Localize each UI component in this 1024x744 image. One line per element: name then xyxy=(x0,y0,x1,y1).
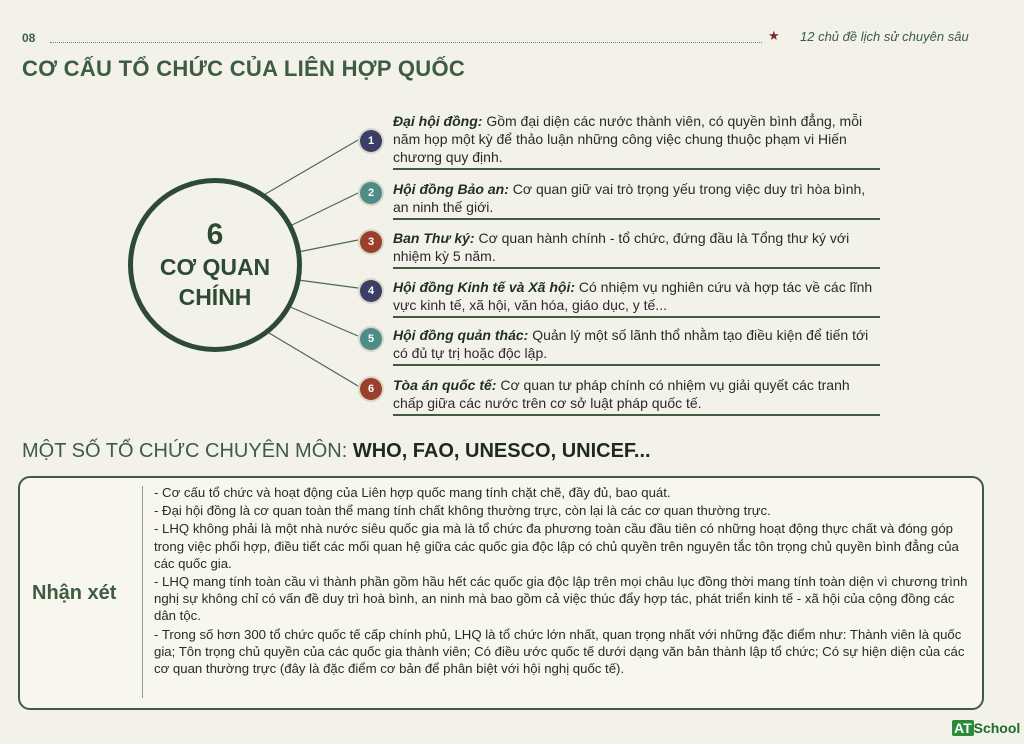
organ-number-badge: 2 xyxy=(360,182,382,204)
organ-number-badge: 1 xyxy=(360,130,382,152)
organ-underline xyxy=(393,364,880,366)
circle-number: 6 xyxy=(206,218,224,251)
organ-name: Hội đồng Bảo an: xyxy=(393,181,509,197)
connector-line-2 xyxy=(290,193,358,226)
organ-name: Hội đồng Kinh tế và Xã hội: xyxy=(393,279,575,295)
comment-item: - LHQ không phải là một nhà nước siêu quốc gia mà là tổ chức đa phương toàn cầu đầu tiên có những hoạt động thực chất và đóng góp trong việc phối hợp, điều tiết các mối quan hệ giữa các quốc gia độc lập có chủ quyền trên nguyên tắc tôn trọng chủ quyền bình đẳng của các quốc gia. xyxy=(154,521,959,571)
organ-desc: Quản lý một số lãnh thổ nhằm tạo điều kiện để tiến tới có đủ tự trị hoặc độc lập. xyxy=(393,327,869,361)
organ-desc: Có nhiệm vụ nghiên cứu và hợp tác về các lĩnh vực kinh tế, xã hội, văn hóa, giáo dục, y tế... xyxy=(393,279,873,313)
organ-number-badge: 3 xyxy=(360,231,382,253)
specialized-organizations xyxy=(22,440,651,463)
series-title: 12 chủ đề lịch sử chuyên sâu xyxy=(800,29,969,44)
organ-item-trusteeship-council xyxy=(360,324,880,368)
organ-underline xyxy=(393,218,880,220)
organ-name: Tòa án quốc tế: xyxy=(393,377,497,393)
organ-text xyxy=(393,376,880,412)
atschool-logo xyxy=(952,720,1020,736)
organ-desc: Cơ quan tư pháp chính có nhiệm vụ giải quyết các tranh chấp giữa các nước trên cơ sở luật pháp quốc tế. xyxy=(393,377,850,411)
organ-desc: Cơ quan hành chính - tổ chức, đứng đầu là Tổng thư ký với nhiệm kỳ 5 năm. xyxy=(393,230,850,264)
organ-underline xyxy=(393,414,880,416)
comment-item: - Cơ cấu tổ chức và hoạt động của Liên hợp quốc mang tính chặt chẽ, đầy đủ, bao quát. xyxy=(154,485,671,500)
organ-item-international-court xyxy=(360,374,880,418)
organ-number-badge: 5 xyxy=(360,328,382,350)
logo-at: AT xyxy=(954,720,972,736)
organ-desc: Gồm đại diện các nước thành viên, có quyền bình đẳng, mỗi năm họp một kỳ để thảo luận những công việc chung thuộc phạm vi Hiến chương quy định. xyxy=(393,113,863,165)
organ-text xyxy=(393,326,880,362)
connector-line-4 xyxy=(298,280,358,288)
six-main-organs-circle xyxy=(128,178,302,352)
connector-line-5 xyxy=(288,306,358,336)
connector-line-1 xyxy=(262,140,358,196)
comment-item: - Đại hội đồng là cơ quan toàn thể mang tính chất không thường trực, còn lại là các cơ quan thường trực. xyxy=(154,503,771,519)
page-number: 08 xyxy=(22,31,36,45)
organ-text xyxy=(393,180,880,216)
comment-item: - LHQ mang tính toàn cầu vì thành phần gồm hầu hết các quốc gia độc lập trên mọi châu lục đồng thời mang tính toàn diện vì chương trình nghị sự không chỉ có vấn đề duy trì hoà bình, an ninh mà bao gồm cả việc thúc đẩy hợp tác, phát triển kinh tế - xã hội của cộng đồng các dân tộc. xyxy=(154,574,968,624)
organ-item-secretariat xyxy=(360,227,880,271)
organ-name: Đại hội đồng: xyxy=(393,113,483,129)
organ-text xyxy=(393,278,880,314)
organ-number-badge: 6 xyxy=(360,378,382,400)
comment-divider xyxy=(142,486,143,698)
organ-underline xyxy=(393,316,880,318)
organ-item-economic-social-council xyxy=(360,276,880,320)
comment-label: Nhận xét xyxy=(32,582,117,604)
connector-line-3 xyxy=(298,240,358,252)
star-icon: ★ xyxy=(768,28,780,43)
organ-underline xyxy=(393,267,880,269)
page-title: CƠ CẤU TỔ CHỨC CỦA LIÊN HỢP QUỐC xyxy=(22,56,466,81)
organ-name: Ban Thư ký: xyxy=(393,230,475,246)
comment-list xyxy=(154,484,972,678)
connector-line-6 xyxy=(264,330,358,386)
comment-item: - Trong số hơn 300 tổ chức quốc tế cấp chính phủ, LHQ là tổ chức lớn nhất, quan trọng nhất với những đặc điểm như: Thành viên là quốc gia; Tôn trọng chủ quyền của các quốc gia thành viên; Có điều ước quốc tế dưới dạng văn bản thành lập tổ chức; Có sự hiện diện của các cơ quan thường trực (đây là đặc điểm cơ bản để phân biệt với hội nghị quốc tế). xyxy=(154,626,965,677)
organ-item-security-council xyxy=(360,178,880,222)
organ-underline xyxy=(393,168,880,170)
organ-desc: Cơ quan giữ vai trò trọng yếu trong việc duy trì hòa bình, an ninh thế giới. xyxy=(393,181,866,215)
logo-school: School xyxy=(973,720,1021,736)
organ-number-badge: 4 xyxy=(360,280,382,302)
organ-text xyxy=(393,112,880,166)
specialized-prefix: MỘT SỐ TỔ CHỨC CHUYÊN MÔN: xyxy=(22,440,353,462)
circle-label: CƠ QUAN CHÍNH xyxy=(159,254,271,310)
organ-name: Hội đồng quản thác: xyxy=(393,327,529,343)
organ-text xyxy=(393,229,880,265)
organ-item-general-assembly xyxy=(360,110,880,172)
specialized-orgs: WHO, FAO, UNESCO, UNICEF... xyxy=(352,440,651,462)
